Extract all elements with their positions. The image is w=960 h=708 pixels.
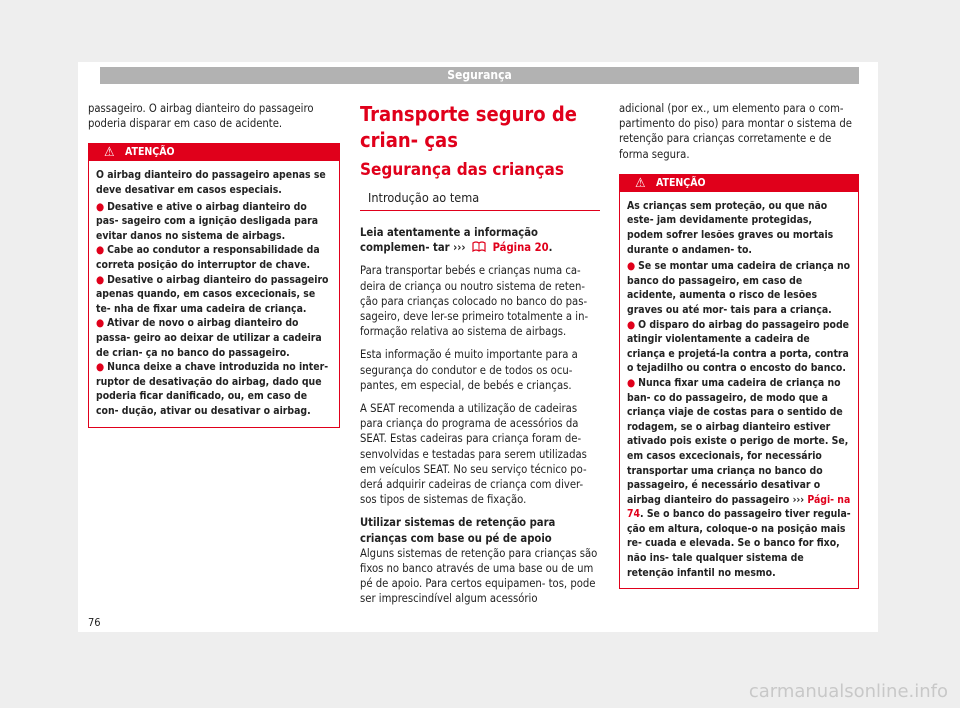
bullet-icon: ● <box>627 318 636 331</box>
bullet-icon: ● <box>96 200 105 213</box>
warning-body <box>620 192 858 588</box>
warning-lead: O airbag dianteiro do passageiro apenas se deve desativar em casos especiais. <box>96 169 326 196</box>
warning-item: ● Desative e ative o airbag dianteiro do pas- sageiro com a ignição desligada para evitar danos no sistema de airbags. <box>96 200 319 242</box>
section-title: Segurança das crianças <box>360 160 564 180</box>
warning-item: ● Desative o airbag dianteiro do passageiro apenas quando, em casos excecionais, se te- nha de fixar uma cadeira de criança. <box>96 273 329 315</box>
book-reference-icon <box>472 241 486 252</box>
warning-list <box>627 259 851 580</box>
warning-title: ATENÇÃO <box>125 146 175 159</box>
warning-title: ATENÇÃO <box>656 176 706 189</box>
paragraph: A SEAT recomenda a utilização de cadeiras para criança do programa de acessórios da SEAT. Estas cadeiras para criança foram de- senvolvidas e testadas para serem utilizadas em veículos SEAT. No seu serviço técnico po- derá adquirir cadeiras de criança com diver- sos tipos de sistemas de fixação. <box>360 402 587 507</box>
read-reference: Leia atentamente a informação complemen- tar ››› Página 20. <box>360 226 553 255</box>
bullet-icon: ● <box>96 273 105 286</box>
chapter-title: Transporte seguro de crian- ças <box>360 102 578 152</box>
page-link[interactable]: Pági- na 74 <box>627 493 851 521</box>
bullet-icon: ● <box>627 376 636 389</box>
bullet-icon: ● <box>96 244 105 257</box>
page-number: 76 <box>88 616 101 629</box>
warning-item: ● Se se montar uma cadeira de criança no banco do passageiro, em caso de acidente, aumenta o risco de lesões graves ou até mor- tais para a criança. <box>627 260 851 316</box>
warning-triangle-icon: ⚠ <box>104 145 115 161</box>
warning-list <box>96 200 332 419</box>
bullet-icon: ● <box>627 260 636 273</box>
watermark: carmanualsonline.info <box>748 681 948 702</box>
paragraph: Esta informação é muito importante para a segurança do condutor e de todos os ocu- pantes, em especial, de bebés e crianças. <box>360 348 578 392</box>
warning-triangle-icon: ⚠ <box>635 175 646 191</box>
warning-box-airbag <box>88 143 340 427</box>
paragraph: Para transportar bebés e crianças numa ca- deira de criança ou noutro sistema de reten- ção para crianças colocado no banco do pas- sageiro, deve ler-se primeiro totalmente a in- formação relativa ao sistema de airbags. <box>360 264 589 339</box>
warning-body <box>89 161 339 426</box>
warning-item: ● Nunca deixe a chave introduzida no inter- ruptor de desativação do airbag, dado que poderia ficar danificado, ou, em caso de con- dução, ativar ou desativar o airbag. <box>96 361 329 417</box>
column-left <box>88 101 340 428</box>
warning-item: ● O disparo do airbag do passageiro pode atingir violentamente a cadeira de criança e projetá-la contra a porta, contra o tejadilho ou contra o encosto do banco. <box>627 318 850 375</box>
warning-item: ● Nunca fixar uma cadeira de criança no ban- co do passageiro, de modo que a criança viaje de costas para o sentido de rodagem, se o airbag dianteiro estiver ativado pois existe o perigo de morte. Se, em casos excecionais, for necessário transportar uma criança no banco do passageiro, é necessário desativar o airbag dianteiro do passageiro ››› Pági- na 74. Se o banco do passageiro tiver regula- ção em altura, coloque-o na posição mais re- cuada e elevada. Se o banco for fixo, não ins- tale qualquer sistema de retenção infantil no mesmo. <box>627 376 851 579</box>
warning-lead: As crianças sem proteção, ou que não este- jam devidamente protegidas, podem sofrer lesões graves ou mortais durante o andamen- to. <box>627 199 834 256</box>
subheading: Utilizar sistemas de retenção para crianças com base ou pé de apoio <box>360 516 556 545</box>
col1-intro-text: passageiro. O airbag dianteiro do passageiro poderia disparar em caso de acidente. <box>88 102 314 131</box>
section-header: Segurança <box>100 67 859 84</box>
page-link[interactable]: Página 20 <box>492 241 549 255</box>
warning-item: ● Cabe ao condutor a responsabilidade da correta posição do interruptor de chave. <box>96 244 320 271</box>
warning-header <box>620 175 858 192</box>
warning-header <box>89 144 339 161</box>
arrows-icon: ››› <box>792 493 805 506</box>
col3-intro-text: adicional (por ex., um elemento para o com- partimento do piso) para montar o sistema de retenção para crianças corretamente e de forma segura. <box>619 102 852 161</box>
topic-title: Introdução ao tema <box>360 189 600 211</box>
bullet-icon: ● <box>96 361 105 374</box>
column-middle <box>360 101 600 615</box>
paragraph: Alguns sistemas de retenção para crianças são fixos no banco através de uma base ou de um pé de apoio. Para certos equipamen- tos, pode ser imprescindível algum acessório <box>360 546 598 606</box>
warning-item: ● Ativar de novo o airbag dianteiro do passa- geiro ao deixar de utilizar a cadeira de crian- ça no banco do passageiro. <box>96 317 322 359</box>
arrows-icon: ››› <box>453 241 466 255</box>
bullet-icon: ● <box>96 317 105 330</box>
column-right <box>619 101 859 589</box>
warning-box-children <box>619 174 859 589</box>
